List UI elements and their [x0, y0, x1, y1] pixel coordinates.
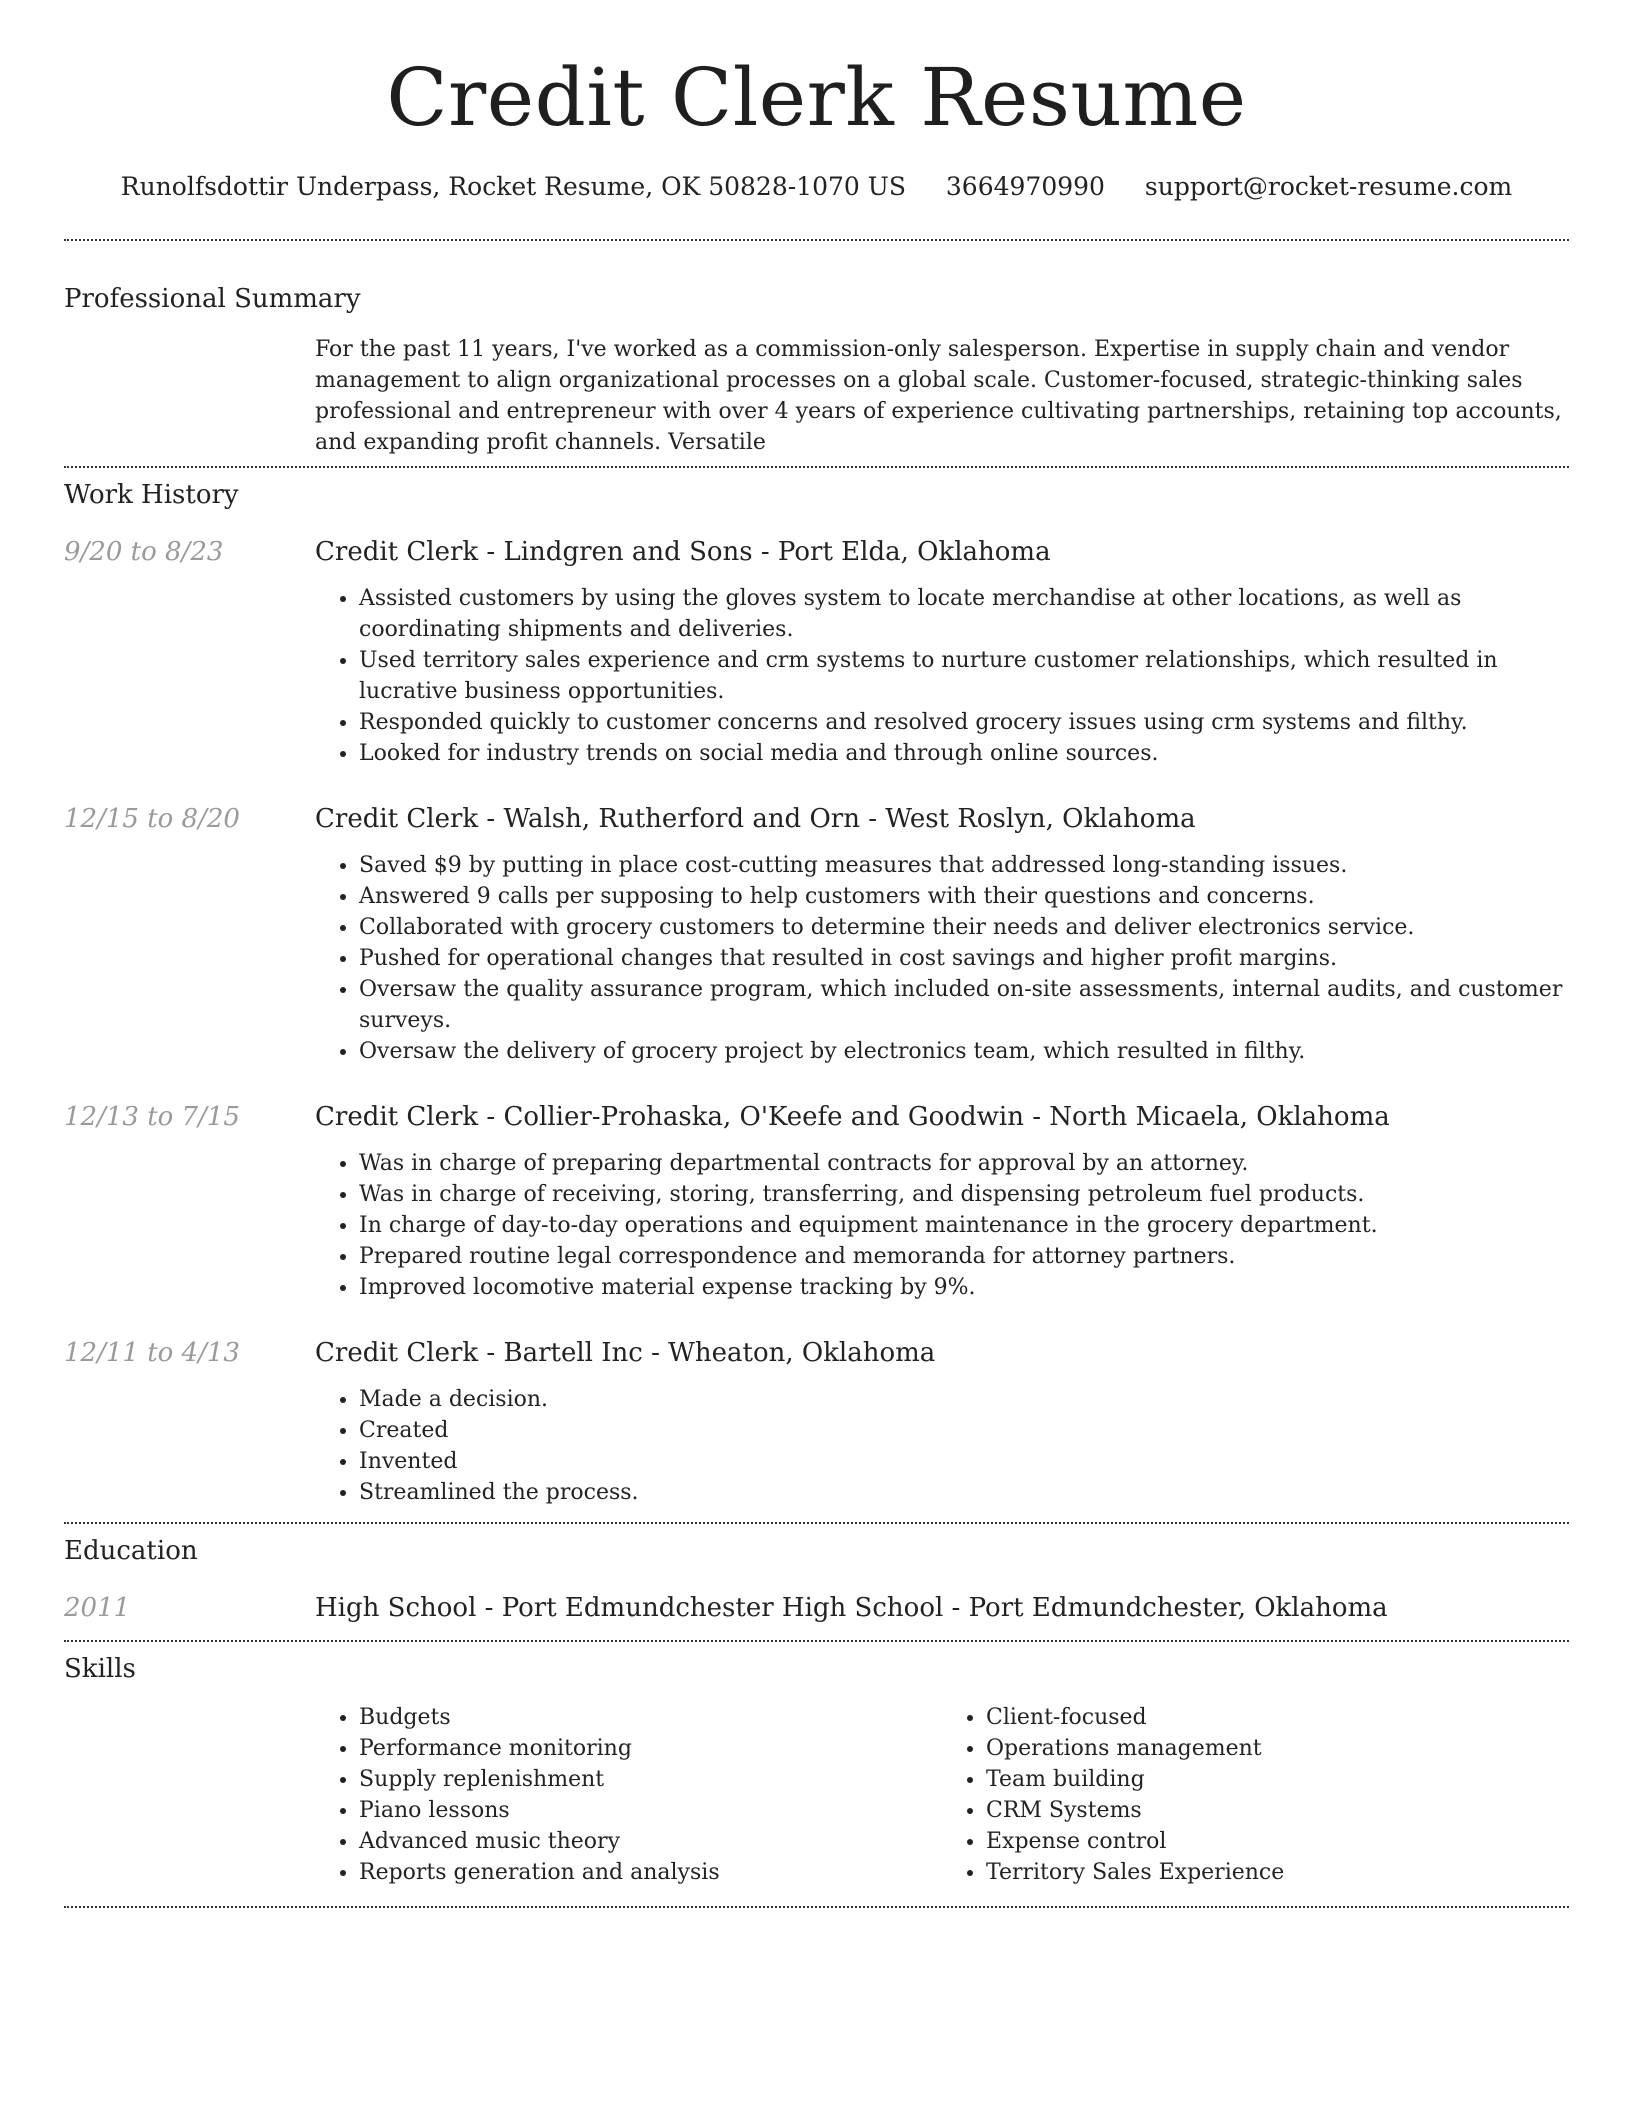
divider — [64, 1906, 1569, 1908]
job-title: Credit Clerk - Walsh, Rutherford and Orn - West Roslyn, Oklahoma — [315, 804, 1196, 834]
job-bullet: • Created — [359, 1415, 1569, 1446]
job-bullets — [315, 583, 1569, 769]
job-bullet: • Invented — [359, 1446, 1569, 1477]
skill-item: • Client-focused — [986, 1702, 1569, 1733]
job-bullet: • Was in charge of preparing departmental contracts for approval by an attorney. — [359, 1148, 1569, 1179]
job-bullet: • Pushed for operational changes that resulted in cost savings and higher profit margins. — [359, 943, 1569, 974]
skills-column-left — [315, 1702, 942, 1888]
job-bullet: • Streamlined the process. — [359, 1477, 1569, 1508]
skill-item: • CRM Systems — [986, 1795, 1569, 1826]
divider — [64, 239, 1569, 241]
skill-item: • Performance monitoring — [359, 1733, 942, 1764]
job-bullet: • Assisted customers by using the gloves system to locate merchandise at other locations, as well as coordinating shipments and deliveries. — [359, 583, 1569, 645]
job-entry — [64, 535, 1569, 769]
contact-address: Runolfsdottir Underpass, Rocket Resume, OK 50828-1070 US — [120, 172, 906, 201]
skill-item: • Advanced music theory — [359, 1826, 942, 1857]
skill-item: • Reports generation and analysis — [359, 1857, 942, 1888]
skill-item: • Piano lessons — [359, 1795, 942, 1826]
divider — [64, 1640, 1569, 1642]
summary-heading: Professional Summary — [64, 284, 361, 314]
job-bullet: • Improved locomotive material expense tracking by 9%. — [359, 1272, 1569, 1303]
education-heading: Education — [64, 1536, 198, 1566]
education-entry — [64, 1591, 1569, 1625]
contact-email: support@rocket-resume.com — [1144, 172, 1513, 201]
skills-column-right — [942, 1702, 1569, 1888]
job-dates: 9/20 to 8/23 — [64, 537, 224, 567]
work-history-heading: Work History — [64, 480, 239, 510]
skill-item: • Budgets — [359, 1702, 942, 1733]
resume-title: Credit Clerk Resume — [386, 51, 1247, 144]
job-dates: 12/15 to 8/20 — [64, 804, 240, 834]
job-bullet: • Responded quickly to customer concerns and resolved grocery issues using crm systems and filthy. — [359, 707, 1569, 738]
contact-phone: 3664970990 — [945, 172, 1105, 201]
job-title: Credit Clerk - Collier-Prohaska, O'Keefe and Goodwin - North Micaela, Oklahoma — [315, 1102, 1390, 1132]
job-bullet: • Collaborated with grocery customers to determine their needs and deliver electronics service. — [359, 912, 1569, 943]
resume-page — [64, 0, 1569, 1908]
education-year: 2011 — [64, 1593, 131, 1623]
job-title: Credit Clerk - Bartell Inc - Wheaton, Oklahoma — [315, 1338, 936, 1368]
skill-item: • Expense control — [986, 1826, 1569, 1857]
job-bullets — [315, 1384, 1569, 1508]
job-bullet: • Answered 9 calls per supposing to help customers with their questions and concerns. — [359, 881, 1569, 912]
job-title: Credit Clerk - Lindgren and Sons - Port Elda, Oklahoma — [315, 537, 1051, 567]
education-detail: High School - Port Edmundchester High School - Port Edmundchester, Oklahoma — [315, 1593, 1388, 1623]
summary-text: For the past 11 years, I've worked as a commission-only salesperson. Expertise in supply chain and vendor management to align organizational processes on a global scale. Customer-focused, strategic-thinking sales professional and entrepreneur with over 4 years of experience cultivating partnerships, retaining top accounts, and expanding profit channels. Versatile — [315, 337, 1562, 455]
job-bullet: • In charge of day-to-day operations and equipment maintenance in the grocery department. — [359, 1210, 1569, 1241]
job-entry — [64, 1336, 1569, 1508]
job-entry — [64, 802, 1569, 1067]
job-entry — [64, 1100, 1569, 1303]
job-dates: 12/11 to 4/13 — [64, 1338, 240, 1368]
job-bullet: • Oversaw the quality assurance program, which included on-site assessments, internal audits, and customer surveys. — [359, 974, 1569, 1036]
skill-item: • Team building — [986, 1764, 1569, 1795]
contact-line — [64, 170, 1569, 204]
job-bullet: • Prepared routine legal correspondence and memoranda for attorney partners. — [359, 1241, 1569, 1272]
divider — [64, 466, 1569, 468]
job-bullet: • Looked for industry trends on social media and through online sources. — [359, 738, 1569, 769]
skills-heading: Skills — [64, 1654, 136, 1684]
divider — [64, 1522, 1569, 1524]
job-bullet: • Was in charge of receiving, storing, transferring, and dispensing petroleum fuel products. — [359, 1179, 1569, 1210]
job-bullet: • Made a decision. — [359, 1384, 1569, 1415]
skill-item: • Operations management — [986, 1733, 1569, 1764]
job-dates: 12/13 to 7/15 — [64, 1102, 240, 1132]
skills-list — [315, 1702, 1569, 1888]
job-bullets — [315, 850, 1569, 1067]
job-bullet: • Oversaw the delivery of grocery project by electronics team, which resulted in filthy. — [359, 1036, 1569, 1067]
skill-item: • Territory Sales Experience — [986, 1857, 1569, 1888]
job-bullets — [315, 1148, 1569, 1303]
job-bullet: • Used territory sales experience and crm systems to nurture customer relationships, which resulted in lucrative business opportunities. — [359, 645, 1569, 707]
job-bullet: • Saved $9 by putting in place cost-cutting measures that addressed long-standing issues. — [359, 850, 1569, 881]
skill-item: • Supply replenishment — [359, 1764, 942, 1795]
